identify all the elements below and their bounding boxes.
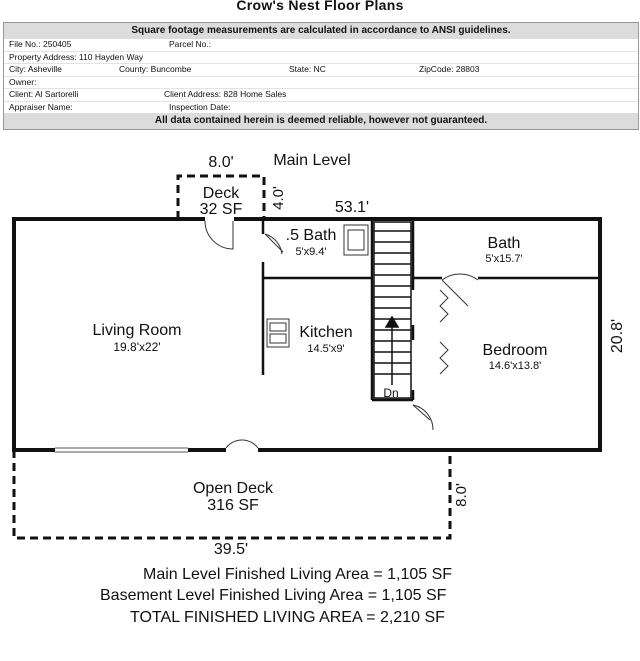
city: City: Asheville: [9, 64, 62, 74]
room-kitchen-size: 14.5'x9': [307, 343, 345, 355]
dim-open-deck-depth: 8.0': [453, 483, 470, 507]
header-row: [4, 89, 638, 102]
room-half-bath-size: 5'x9.4': [295, 246, 327, 258]
owner: Owner:: [9, 76, 37, 87]
room-open-deck-size: 316 SF: [207, 497, 259, 514]
header-row: [4, 52, 638, 65]
room-bath-name: Bath: [487, 235, 521, 252]
room-kitchen-name: Kitchen: [299, 324, 353, 341]
parcel-no: Parcel No.:: [169, 39, 212, 49]
dim-overall-depth: 20.8': [609, 318, 626, 354]
client: Client: Al Sartorelli: [9, 89, 79, 99]
floor-plan: [0, 135, 640, 560]
header-row: [4, 77, 638, 90]
inspection-date: Inspection Date:: [169, 101, 231, 112]
page-title: Crow's Nest Floor Plans: [236, 0, 404, 13]
header-row: [4, 64, 638, 77]
zipcode: ZipCode: 28803: [419, 64, 480, 74]
room-bedroom-size: 14.6'x13.8': [488, 360, 542, 372]
room-living-name: Living Room: [92, 322, 182, 339]
dim-overall-width: 53.1': [334, 199, 370, 216]
main-level-area: Main Level Finished Living Area = 1,105 SF: [143, 566, 453, 583]
appraiser: Appraiser Name:: [9, 101, 73, 112]
dim-open-deck-width: 39.5': [213, 541, 249, 558]
room-open-deck-name: Open Deck: [192, 480, 274, 497]
stairs: [374, 222, 411, 398]
room-deck-size: 32 SF: [199, 201, 243, 218]
property-info-header: [3, 22, 639, 130]
room-bath-size: 5'x15.7': [485, 253, 523, 265]
disclaimer: All data contained herein is deemed reliable, however not guaranteed.: [4, 113, 638, 129]
file-no: File No.: 250405: [9, 39, 72, 49]
property-address: Property Address: 110 Hayden Way: [9, 51, 144, 62]
header-row: [4, 39, 638, 52]
county: County: Buncombe: [119, 64, 192, 74]
room-bedroom-name: Bedroom: [482, 342, 548, 359]
total-area: TOTAL FINISHED LIVING AREA = 2,210 SF: [130, 609, 445, 626]
state: State: NC: [289, 64, 326, 74]
level-label: Main Level: [273, 152, 351, 169]
header-row: [4, 102, 638, 114]
dim-deck-depth: 4.0': [270, 186, 287, 210]
client-address: Client Address: 828 Home Sales: [164, 89, 287, 99]
dim-deck-width: 8.0': [208, 154, 234, 171]
ansi-note: Square footage measurements are calculated in accordance to ANSI guidelines.: [4, 23, 638, 39]
stairs-label: Dn: [383, 386, 399, 400]
room-living-size: 19.8'x22': [113, 340, 161, 354]
room-deck-name: Deck: [202, 185, 240, 202]
room-half-bath-name: .5 Bath: [285, 227, 337, 244]
basement-level-area: Basement Level Finished Living Area = 1,105 SF: [100, 587, 447, 604]
